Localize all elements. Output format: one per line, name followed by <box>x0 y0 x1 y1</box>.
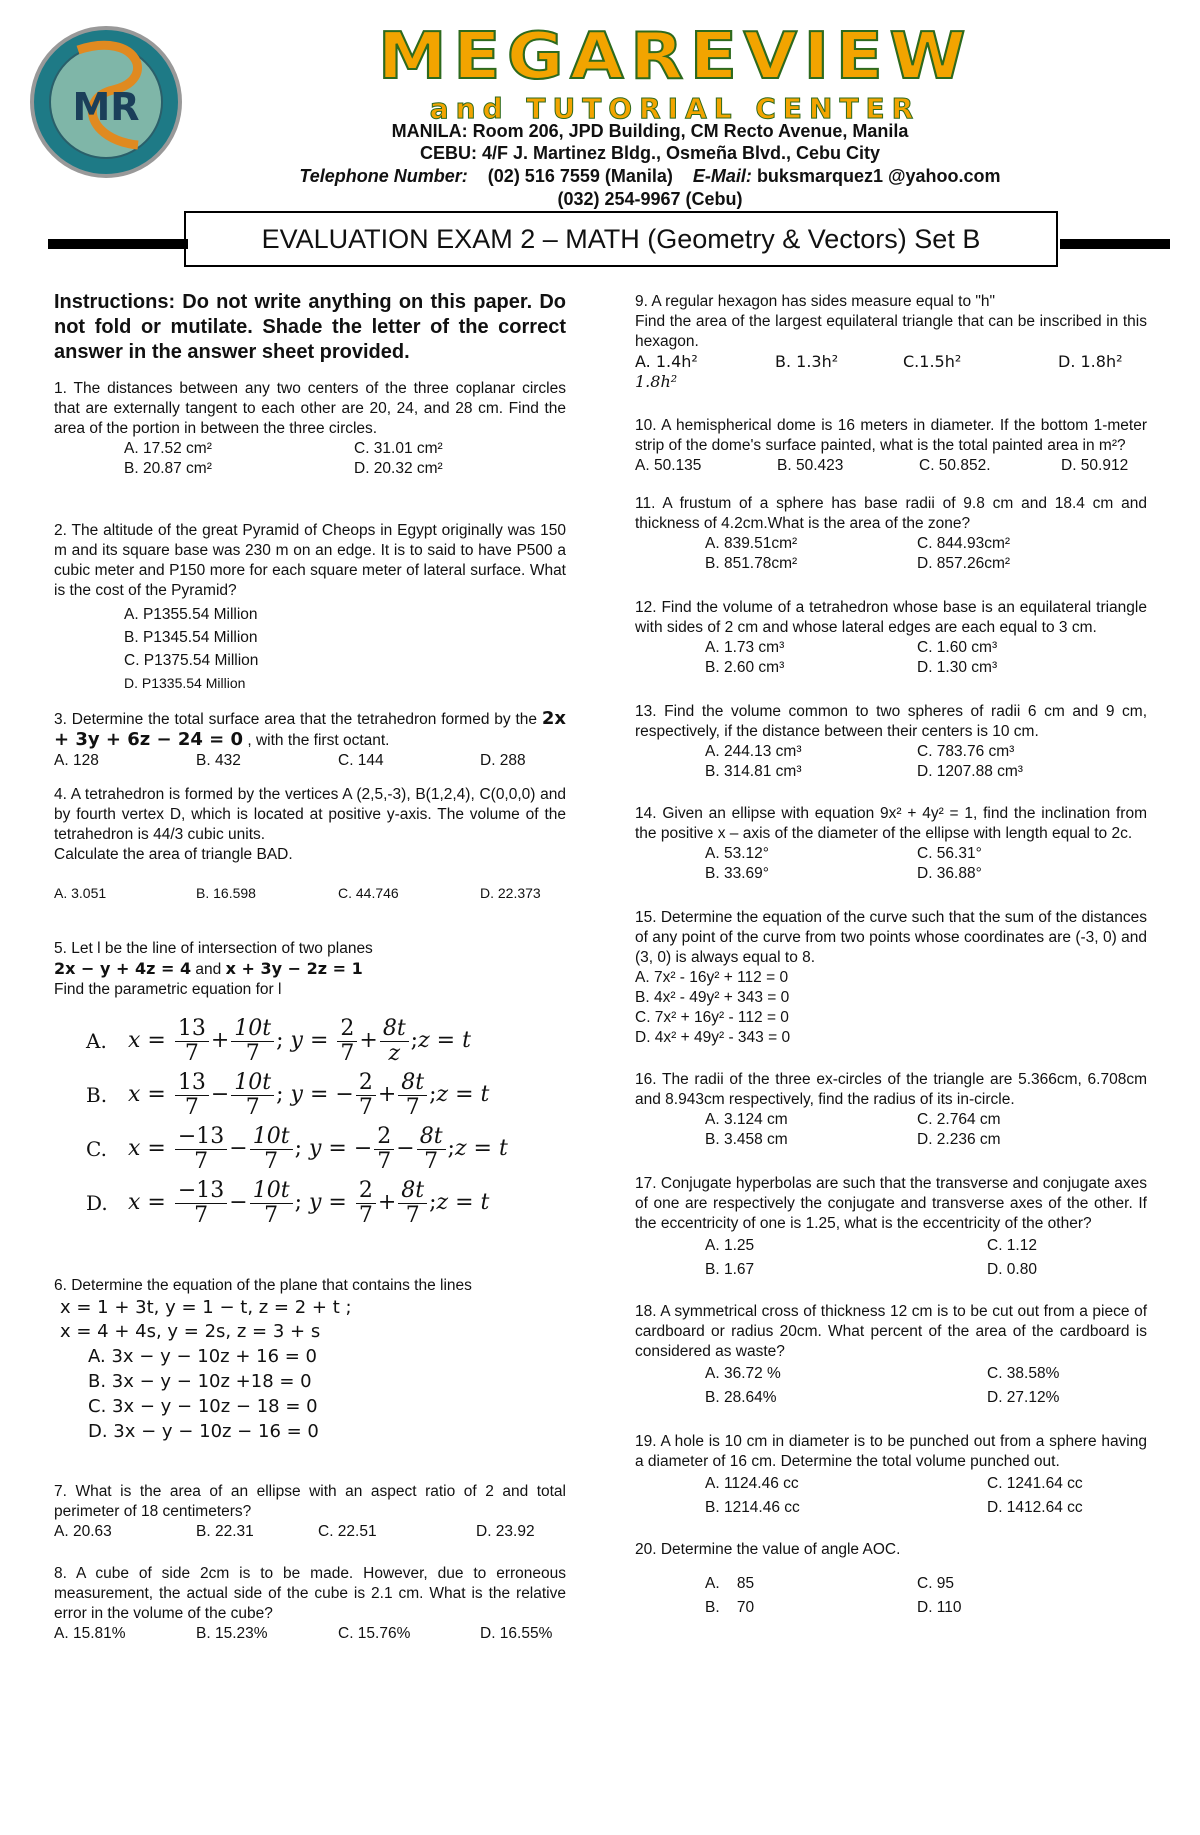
q5-planes <box>54 959 566 980</box>
q20-option-c: C. 95 <box>917 1575 955 1592</box>
q13-option-a: A. 244.13 cm³ <box>705 743 802 760</box>
q5-option-c: C. x = $\frac{-13}{7}$ − $\frac{10t}{7}$ ; y = − $\frac{2}{7}$ − $\frac{8t}{7}$ ; z = t <box>86 1123 508 1174</box>
q18-option-c: C. 38.58% <box>987 1365 1060 1382</box>
q20-option-d: D. 110 <box>917 1599 962 1616</box>
question-4: 4. A tetrahedron is formed by the vertices A (2,5,-3), B(1,2,4), C(0,0,0) and by fourth vertex D, which is located at positive y-axis. The volume of the tetrahedron is 44/3 cubic units. <box>54 786 566 843</box>
svg-text:MR: MR <box>72 85 140 129</box>
q6-options <box>54 1344 566 1444</box>
q5-option-b: B. x = $\frac{13}{7}$ − $\frac{10t}{7}$ ; y = − $\frac{2}{7}$ + $\frac{8t}{7}$ ; z = t <box>86 1069 490 1120</box>
q9-option-d: D. 1.8h² <box>1058 352 1123 371</box>
q1-option-c: C. 31.01 cm² <box>354 440 443 457</box>
instructions: Instructions: Do not write anything on this paper. Do not fold or mutilate. Shade the letter of the correct answer in the answer sheet provided. <box>54 291 566 363</box>
q20-option-a: A. 85 <box>705 1575 755 1592</box>
question-13: 13. Find the volume common to two spheres of radii 6 cm and 9 cm, respectively, if the distance between their centers is 10 cm. <box>635 703 1147 740</box>
cebu-address: CEBU: 4/F J. Martinez Bldg., Osmeña Blvd., Cebu City <box>419 143 881 163</box>
q11-option-d: D. 857.26cm² <box>917 555 1011 572</box>
q9-prompt: Find the area of the largest equilateral triangle that can be inscribed in this hexagon. <box>635 313 1147 350</box>
brand-banner <box>200 22 1150 126</box>
q6-line-2: x = 4 + 4s, y = 2s, z = 3 + s <box>60 1321 321 1342</box>
q12-option-d: D. 1.30 cm³ <box>917 659 998 676</box>
q14-option-d: D. 36.88° <box>917 865 982 882</box>
q3-options <box>54 751 566 771</box>
q19-option-b: B. 1214.46 cc <box>705 1499 800 1516</box>
q3-option-c: C. 144 <box>338 752 384 769</box>
q17-option-b: B. 1.67 <box>705 1261 755 1278</box>
q7-option-c: C. 22.51 <box>318 1523 377 1540</box>
q1-option-d: D. 20.32 cm² <box>354 460 443 477</box>
question-20: 20. Determine the value of angle AOC. <box>635 1541 901 1558</box>
q4-subtext: Calculate the area of triangle BAD. <box>54 846 293 863</box>
question-19: 19. A hole is 10 cm in diameter is to be punched out from a sphere having a diameter of 16 cm. Determine the total volume punched out. <box>635 1433 1147 1470</box>
q10-option-a: A. 50.135 <box>635 457 702 474</box>
question-5: 5. Let l be the line of intersection of two planes <box>54 940 373 957</box>
q16-option-a: A. 3.124 cm <box>705 1111 788 1128</box>
q19-option-a: A. 1124.46 cc <box>705 1475 799 1492</box>
q17-options <box>635 1234 1147 1282</box>
q12-option-a: A. 1.73 cm³ <box>705 639 785 656</box>
q8-option-b: B. 15.23% <box>196 1625 268 1642</box>
q14-option-a: A. 53.12° <box>705 845 769 862</box>
q13-option-b: B. 314.81 cm³ <box>705 763 802 780</box>
q4-option-d: D. 22.373 <box>480 885 541 901</box>
q20-option-b: B. 70 <box>705 1599 755 1616</box>
q11-option-a: A. 839.51cm² <box>705 535 798 552</box>
q9-options <box>635 352 1147 372</box>
question-15: 15. Determine the equation of the curve such that the sum of the distances of any point of the curve from two points whose coordinates are (-3, 0) and (3, 0) is always equal to 8. <box>635 909 1147 966</box>
q9-option-a: A. 1.4h² <box>635 352 698 371</box>
q7-option-d: D. 23.92 <box>476 1523 535 1540</box>
question-7: 7. What is the area of an ellipse with an aspect ratio of 2 and total perimeter of 18 centimeters? <box>54 1483 566 1520</box>
right-column <box>635 292 1147 1620</box>
q5-plane-2: x + 3y − 2z = 1 <box>225 959 363 978</box>
q5-prompt: Find the parametric equation for l <box>54 981 282 998</box>
question-16: 16. The radii of the three ex-circles of the triangle are 5.366cm, 6.708cm and 8.943cm respectively, find the radius of its in-circle. <box>635 1071 1147 1108</box>
q2-option-c: C. P1375.54 Million <box>124 652 259 669</box>
q1-option-a: A. 17.52 cm² <box>124 440 212 457</box>
q6-line-1: x = 1 + 3t, y = 1 − t, z = 2 + t ; <box>60 1297 352 1318</box>
q8-option-a: A. 15.81% <box>54 1625 126 1642</box>
q3-option-d: D. 288 <box>480 752 526 769</box>
q12-options <box>635 638 1147 678</box>
q13-option-d: D. 1207.88 cm³ <box>917 763 1023 780</box>
q5-plane-1: 2x − y + 4z = 4 <box>54 959 192 978</box>
q6-option-d: D. 3x − y − 10z − 16 = 0 <box>88 1421 319 1442</box>
q10-option-c: C. 50.852. <box>919 457 991 474</box>
q15-options <box>635 968 1147 1048</box>
q18-option-b: B. 28.64% <box>705 1389 777 1406</box>
email-address: buksmarquez1 @yahoo.com <box>756 166 1001 186</box>
q4-option-b: B. 16.598 <box>196 885 256 901</box>
brand-title: MEGAREVIEW <box>377 20 973 94</box>
q15-option-b: B. 4x² - 49y² + 343 = 0 <box>635 989 790 1006</box>
q3-equation: 2x + 3y + 6z − 24 = 0 <box>54 708 566 750</box>
q9-stray-answer: 1.8h² <box>635 372 678 391</box>
q5-option-a: A. x = $\frac{13}{7}$ + $\frac{10t}{7}$ ; y = $\frac{2}{7}$ + $\frac{8t}{z}$ ; z = t <box>86 1015 471 1066</box>
q5-options <box>54 1014 566 1230</box>
q14-option-c: C. 56.31° <box>917 845 982 862</box>
q14-option-b: B. 33.69° <box>705 865 769 882</box>
question-1: 1. The distances between any two centers of the three coplanar circles that are externally tangent to each other are 20, 24, and 28 cm. Find the area of the portion in between the three circles. <box>54 380 566 437</box>
exam-title: EVALUATION EXAM 2 – MATH (Geometry & Vectors) Set B <box>184 211 1058 267</box>
q18-option-a: A. 36.72 % <box>705 1365 781 1382</box>
phone-cebu: (032) 254-9967 (Cebu) <box>557 189 743 209</box>
left-column <box>54 290 566 1644</box>
q7-option-b: B. 22.31 <box>196 1523 254 1540</box>
q9-option-b: B. 1.3h² <box>775 352 839 371</box>
q2-option-b: B. P1345.54 Million <box>124 629 258 646</box>
q15-option-d: D. 4x² + 49y² - 343 = 0 <box>635 1029 791 1046</box>
q2-options <box>54 603 566 695</box>
brand-subtitle: and TUTORIAL CENTER <box>429 92 921 125</box>
q7-option-a: A. 20.63 <box>54 1523 112 1540</box>
question-9: 9. A regular hexagon has sides measure equal to "h" <box>635 293 995 310</box>
q13-options <box>635 742 1147 782</box>
q12-option-b: B. 2.60 cm³ <box>705 659 785 676</box>
q10-option-b: B. 50.423 <box>777 457 844 474</box>
q14-options <box>635 844 1147 884</box>
q8-option-c: C. 15.76% <box>338 1625 411 1642</box>
q6-option-c: C. 3x − y − 10z − 18 = 0 <box>88 1396 318 1417</box>
question-10: 10. A hemispherical dome is 16 meters in diameter. If the bottom 1-meter strip of the dome's surface painted, what is the total painted area in m²? <box>635 417 1147 454</box>
q2-option-a: A. P1355.54 Million <box>124 606 258 623</box>
q3-option-a: A. 128 <box>54 752 99 769</box>
question-6: 6. Determine the equation of the plane that contains the lines <box>54 1277 472 1294</box>
q3-text-end: , with the first octant. <box>247 732 390 749</box>
q8-option-d: D. 16.55% <box>480 1625 553 1642</box>
q17-option-d: D. 0.80 <box>987 1261 1037 1278</box>
q16-option-c: C. 2.764 cm <box>917 1111 1001 1128</box>
title-rule-right <box>1060 239 1170 249</box>
q8-options <box>54 1624 566 1644</box>
q11-option-c: C. 844.93cm² <box>917 535 1011 552</box>
q15-option-c: C. 7x² + 16y² - 112 = 0 <box>635 1009 789 1026</box>
question-12: 12. Find the volume of a tetrahedron whose base is an equilateral triangle with sides of 2 cm and whose lateral edges are each equal to 3 cm. <box>635 599 1147 636</box>
q13-option-c: C. 783.76 cm³ <box>917 743 1015 760</box>
email-label: E-Mail: <box>692 166 752 186</box>
q6-lines <box>54 1296 566 1344</box>
q19-option-c: C. 1241.64 cc <box>987 1475 1083 1492</box>
q1-options <box>54 439 566 479</box>
q18-options <box>635 1362 1147 1410</box>
q2-option-d: D. P1335.54 Million <box>124 675 246 691</box>
question-11: 11. A frustum of a sphere has base radii of 9.8 cm and 18.4 cm and thickness of 4.2cm.What is the area of the zone? <box>635 495 1147 532</box>
q3-option-b: B. 432 <box>196 752 241 769</box>
phone-manila: (02) 516 7559 (Manila) <box>487 166 673 186</box>
question-14: 14. Given an ellipse with equation 9x² + 4y² = 1, find the inclination from the positive x – axis of the diameter of the ellipse with length equal to 2c. <box>635 805 1147 842</box>
q16-options <box>635 1110 1147 1150</box>
contact-line <box>200 165 1100 187</box>
q11-option-b: B. 851.78cm² <box>705 555 798 572</box>
q11-options <box>635 534 1147 574</box>
q3-text: 3. Determine the total surface area that the tetrahedron formed by the <box>54 711 538 728</box>
q5-and: and <box>195 961 222 978</box>
q20-options <box>635 1572 1147 1620</box>
q6-option-a: A. 3x − y − 10z + 16 = 0 <box>88 1346 318 1367</box>
question-17: 17. Conjugate hyperbolas are such that the transverse and conjugate axes of one are respectively the conjugate and transverse axes of the other. If the eccentricity of one is 1.25, what is the eccentricity of the other? <box>635 1175 1147 1232</box>
q5-option-d: D. x = $\frac{-13}{7}$ − $\frac{10t}{7}$ ; y = $\frac{2}{7}$ + $\frac{8t}{7}$ ; z = t <box>86 1177 490 1228</box>
q10-option-d: D. 50.912 <box>1061 457 1129 474</box>
q18-option-d: D. 27.12% <box>987 1389 1060 1406</box>
q4-options <box>54 883 566 903</box>
q19-options <box>635 1472 1147 1520</box>
q9-option-c: C.1.5h² <box>903 352 962 371</box>
question-2: 2. The altitude of the great Pyramid of Cheops in Egypt originally was 150 m and its square base was 230 m on an edge. It is to said to have P500 a cubic meter and P150 more for each square meter of lateral surface. What is the cost of the Pyramid? <box>54 522 566 599</box>
q4-option-a: A. 3.051 <box>54 885 107 901</box>
q17-option-a: A. 1.25 <box>705 1237 755 1254</box>
q15-option-a: A. 7x² - 16y² + 112 = 0 <box>635 969 789 986</box>
q10-options <box>635 456 1147 476</box>
q7-options <box>54 1522 566 1542</box>
q1-option-b: B. 20.87 cm² <box>124 460 212 477</box>
title-rule-left <box>48 239 188 249</box>
q16-option-d: D. 2.236 cm <box>917 1131 1001 1148</box>
q12-option-c: C. 1.60 cm³ <box>917 639 998 656</box>
q6-option-b: B. 3x − y − 10z +18 = 0 <box>88 1371 312 1392</box>
q16-option-b: B. 3.458 cm <box>705 1131 788 1148</box>
q4-option-c: C. 44.746 <box>338 885 399 901</box>
question-18: 18. A symmetrical cross of thickness 12 cm is to be cut out from a piece of cardboard or radius 20cm. What percent of the area of the cardboard is considered as waste? <box>635 1303 1147 1360</box>
q19-option-d: D. 1412.64 cc <box>987 1499 1083 1516</box>
manila-address: MANILA: Room 206, JPD Building, CM Recto Avenue, Manila <box>391 121 909 141</box>
question-8: 8. A cube of side 2cm is to be made. However, due to erroneous measurement, the actual side of the cube is 2.1 cm. What is the relative error in the volume of the cube? <box>54 1565 566 1622</box>
q17-option-c: C. 1.12 <box>987 1237 1037 1254</box>
phone-label: Telephone Number: <box>299 166 468 186</box>
question-3 <box>54 709 566 751</box>
